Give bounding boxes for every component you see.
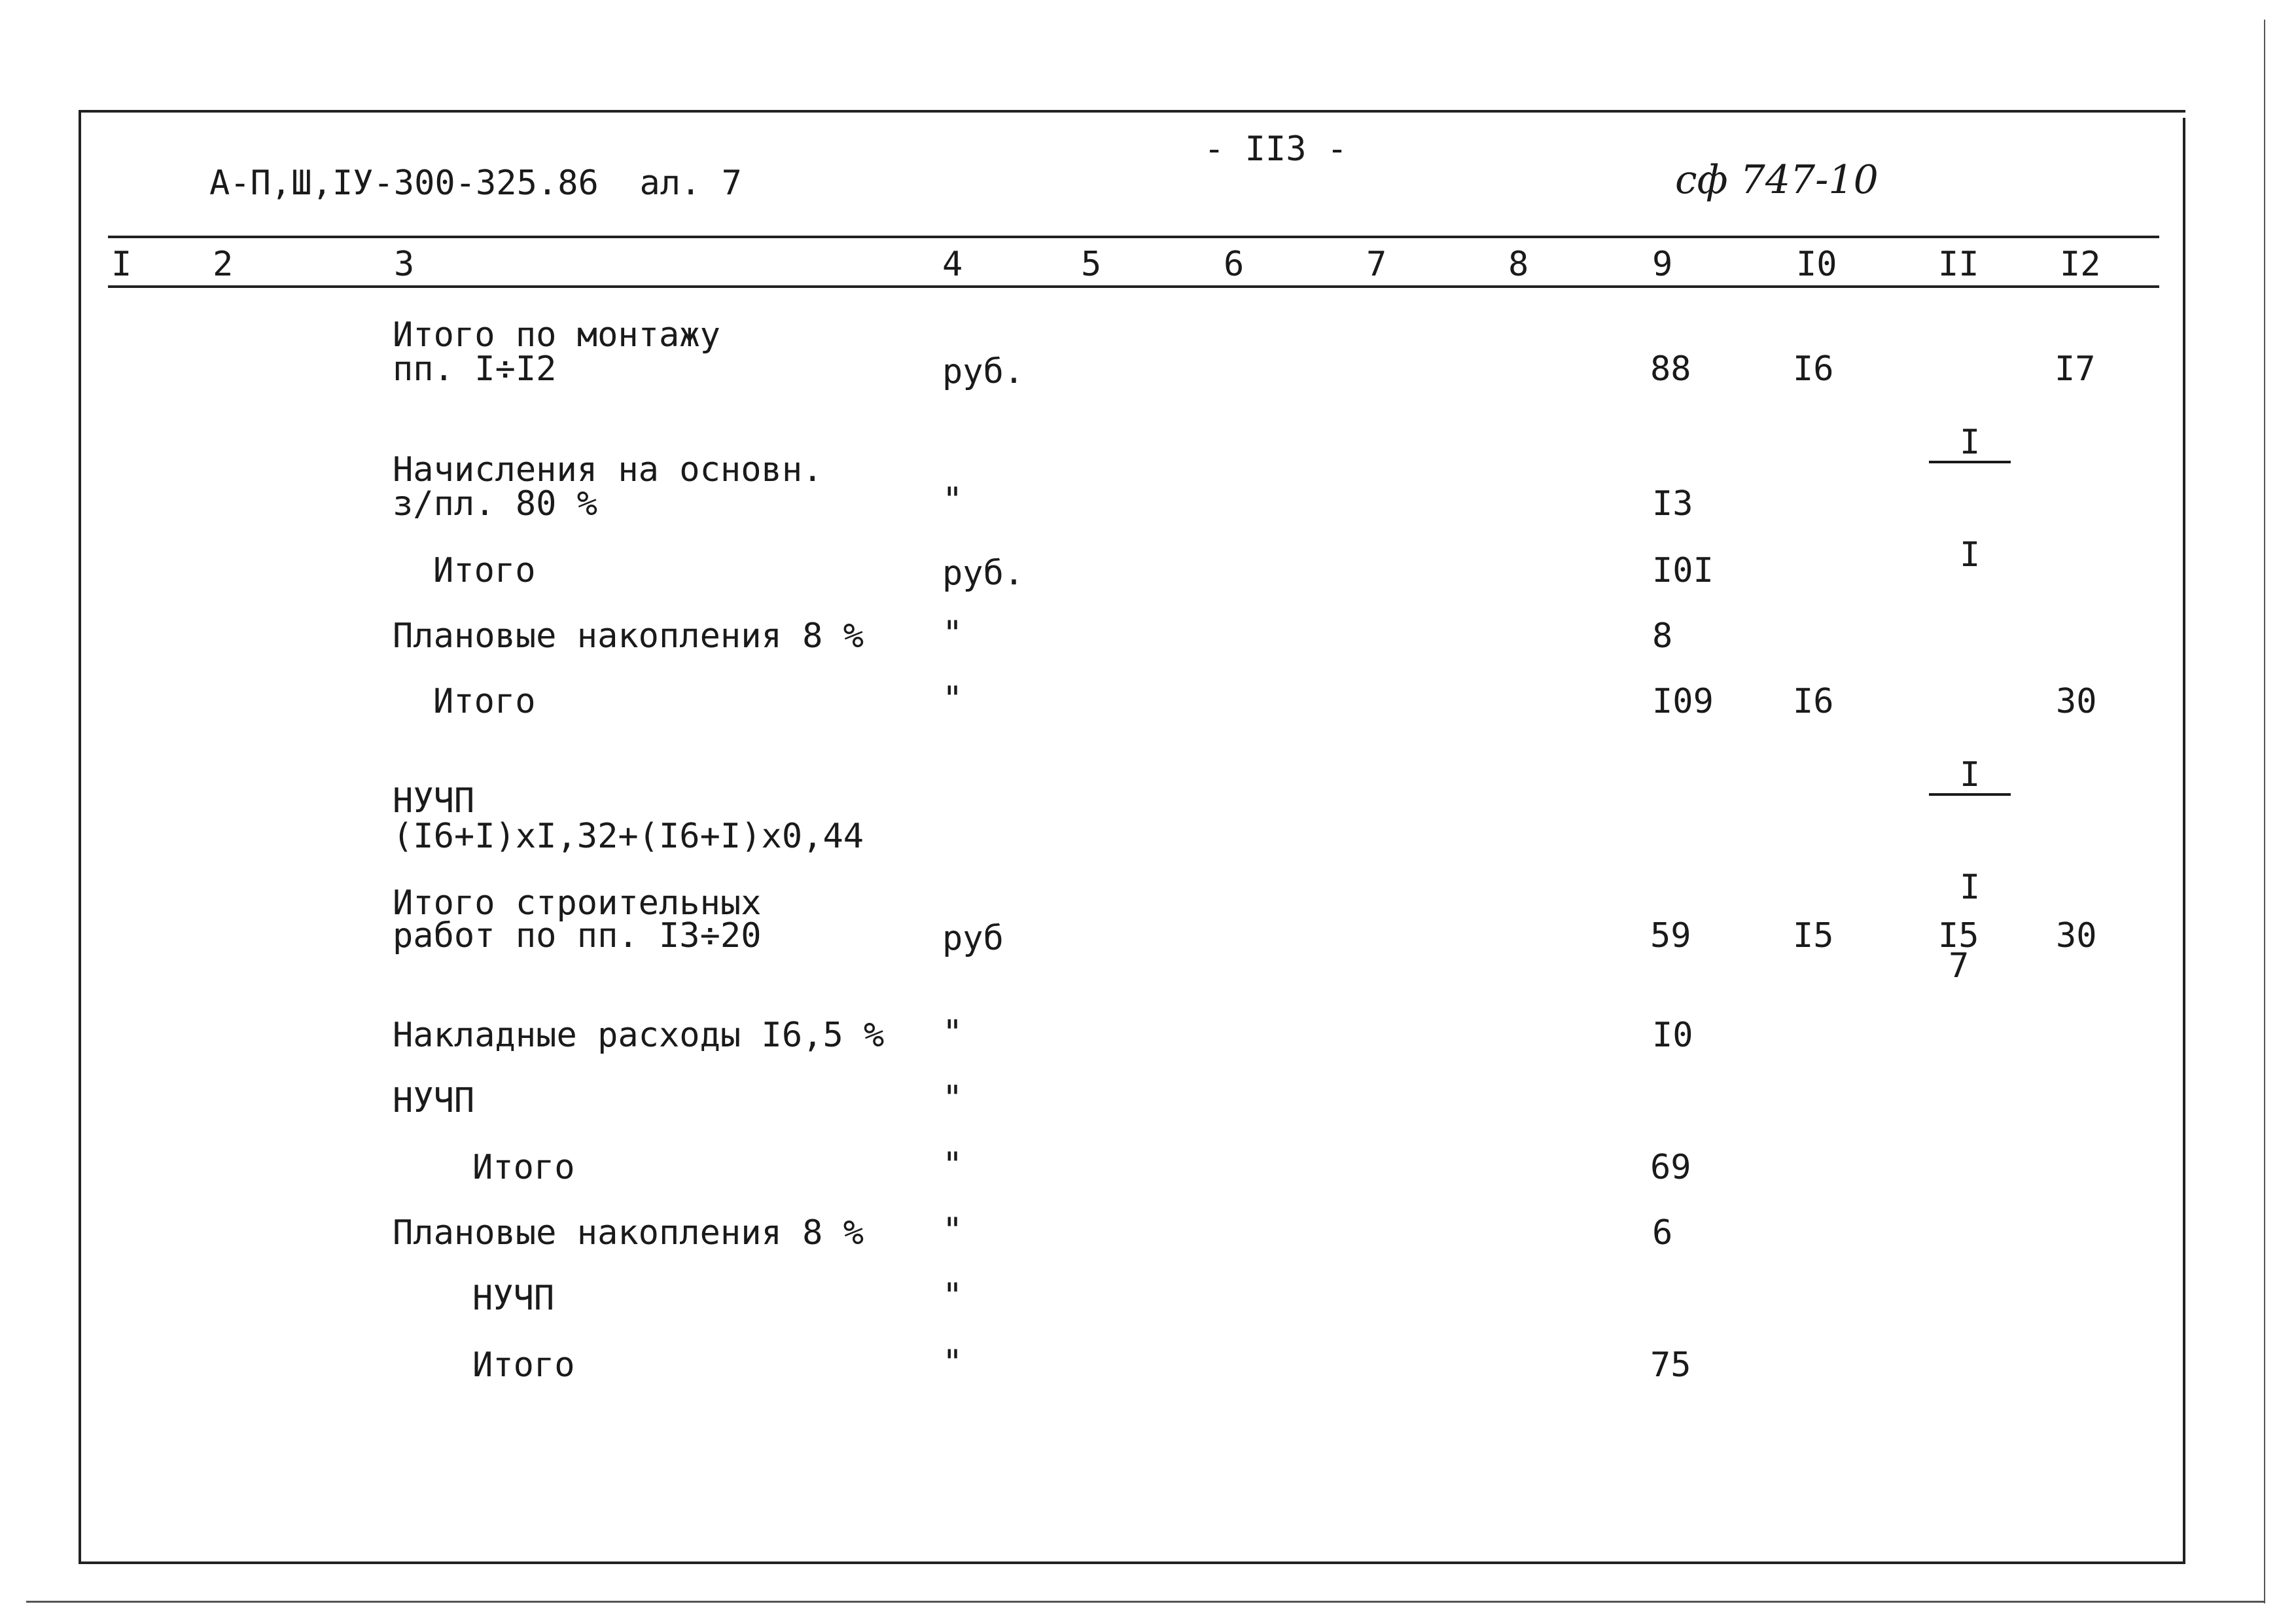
col-header-5: 5	[1081, 245, 1102, 284]
row-name: Итого	[472, 1346, 575, 1385]
row-col11: I5	[1938, 916, 1979, 955]
row-unit: "	[942, 1343, 963, 1382]
col-header-11: II	[1938, 245, 1979, 284]
row-name: Итого по монтажу	[393, 315, 720, 355]
row-unit: "	[942, 1013, 963, 1052]
row-col9: 75	[1650, 1346, 1691, 1385]
row-unit: "	[942, 679, 963, 719]
row-name: НУЧП	[472, 1279, 555, 1318]
handwritten-stamp: сф 747-10	[1675, 157, 1879, 203]
row-col9: I09	[1652, 682, 1714, 721]
page-number: - II3 -	[1204, 130, 1348, 169]
col-header-6: 6	[1224, 245, 1245, 284]
row-col9: 8	[1652, 616, 1673, 656]
row-unit: "	[942, 1079, 963, 1118]
frame-bottom	[79, 1561, 2185, 1564]
col-header-8: 8	[1508, 245, 1529, 284]
col-header-9: 9	[1652, 245, 1673, 284]
row-col9: I3	[1652, 484, 1693, 524]
row-col9: 69	[1650, 1148, 1691, 1187]
row-unit: "	[942, 1211, 963, 1250]
row-name: Начисления на основн.	[393, 450, 823, 490]
row-name: Накладные расходы I6,5 %	[393, 1016, 885, 1055]
header-rule-top	[108, 236, 2159, 238]
fraction-numerator: I	[1929, 424, 2011, 463]
row-col12: I7	[2055, 349, 2096, 389]
row-name: з/пл. 80 %	[393, 484, 598, 524]
row-unit: "	[942, 1145, 963, 1185]
frame-left	[79, 110, 81, 1564]
row-col9: 6	[1652, 1213, 1673, 1253]
row-name: Плановые накопления 8 %	[393, 1213, 864, 1253]
row-col9: I0	[1652, 1016, 1693, 1055]
page-edge-right	[2264, 20, 2265, 1603]
row-col10: I6	[1793, 349, 1834, 389]
col-header-1: I	[111, 245, 132, 284]
col-header-7: 7	[1366, 245, 1387, 284]
col-header-2: 2	[213, 245, 234, 284]
fraction-numerator: I	[1929, 757, 2011, 796]
frame-top	[79, 110, 2185, 113]
row-col9: 88	[1650, 349, 1691, 389]
row-unit: руб.	[942, 352, 1025, 391]
col-header-10: I0	[1796, 245, 1837, 284]
row-unit: "	[942, 614, 963, 653]
col-header-3: 3	[394, 245, 415, 284]
col-header-12: I2	[2060, 245, 2101, 284]
page-edge-bottom	[26, 1601, 2265, 1603]
row-col12: 30	[2056, 916, 2097, 955]
row-name: Плановые накопления 8 %	[393, 616, 864, 656]
row-name: пп. I÷I2	[393, 349, 557, 389]
row-unit: "	[942, 480, 963, 520]
row-name: работ по пп. I3÷20	[393, 916, 762, 955]
row-col10: I6	[1793, 682, 1834, 721]
row-name: Итого	[433, 551, 536, 590]
row-col12: 30	[2056, 682, 2097, 721]
fraction-denominator: I	[1959, 868, 1981, 907]
row-name: НУЧП	[393, 781, 475, 821]
row-name: Итого	[472, 1148, 575, 1187]
row-unit: "	[942, 1276, 963, 1315]
header-rule-bottom	[108, 285, 2159, 288]
row-col9: 59	[1650, 916, 1691, 955]
row-name: НУЧП	[393, 1081, 475, 1120]
row-name: Итого	[433, 682, 536, 721]
row-col9: I0I	[1652, 551, 1714, 590]
fraction-denominator: I	[1959, 535, 1981, 575]
col-header-4: 4	[942, 245, 963, 284]
row-col11-sub: 7	[1949, 946, 1969, 986]
frame-right	[2183, 118, 2185, 1563]
row-name: (I6+I)xI,32+(I6+I)x0,44	[393, 817, 864, 856]
row-unit: руб	[942, 919, 1004, 958]
row-col10: I5	[1793, 916, 1834, 955]
document-code: А-П,Ш,IУ-300-325.86 ал. 7	[209, 164, 742, 203]
row-unit: руб.	[942, 554, 1025, 593]
row-name: Итого строительных	[393, 883, 762, 923]
row-col11-fraction	[1929, 351, 2011, 647]
